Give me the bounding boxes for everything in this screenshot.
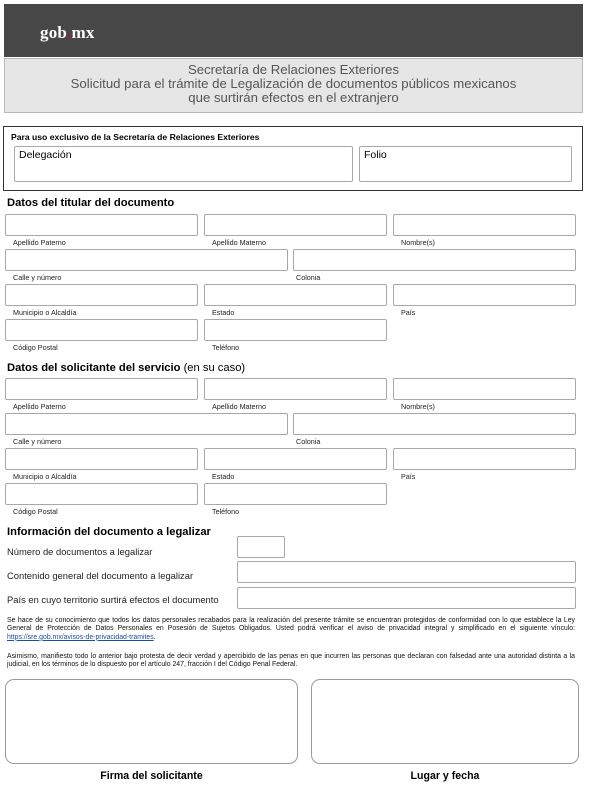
numero-documentos-label: Número de documentos a legalizar: [7, 546, 153, 557]
titular-colonia-label: Colonia: [296, 273, 321, 282]
solicitante-pais-label: País: [401, 472, 416, 481]
form-title-box: [4, 58, 583, 113]
titular-section-title: Datos del titular del documento: [7, 197, 175, 209]
title-line-3: que surtirán efectos en el extranjero: [188, 90, 399, 105]
titular-estado-input[interactable]: [204, 284, 387, 306]
solicitante-telefono-input[interactable]: [204, 483, 387, 505]
protest-notice: Asimismo, manifiesto todo lo anterior bajo protesta de decir verdad y apercibido de las penas en que incurren las personas que declaran con falsedad ante una autoridad distinta a la judicial, en los términos de lo dispuesto por el artículo 247, fracción I del Código Penal Federal.: [7, 653, 575, 669]
pais-efectos-input[interactable]: [237, 587, 576, 609]
solicitante-estado-input[interactable]: [204, 448, 387, 470]
contenido-documento-label: Contenido general del documento a legalizar: [7, 570, 194, 581]
folio-label: Folio: [364, 149, 387, 161]
solicitante-section-title: Datos del solicitante del servicio (en su caso): [7, 362, 246, 374]
titular-calle-input[interactable]: [5, 249, 288, 271]
titular-municipio-input[interactable]: [5, 284, 198, 306]
solicitante-apellido-materno-input[interactable]: [204, 378, 387, 400]
titular-colonia-input[interactable]: [293, 249, 576, 271]
titular-apellido-paterno-label: Apellido Paterno: [13, 238, 66, 247]
solicitante-apellido-paterno-label: Apellido Paterno: [13, 402, 66, 411]
titular-codigo-postal-input[interactable]: [5, 319, 198, 341]
titular-nombres-label: Nombre(s): [401, 238, 435, 247]
office-use-label: Para uso exclusivo de la Secretaría de Relaciones Exteriores: [11, 132, 260, 142]
documento-section-title: Información del documento a legalizar: [7, 526, 211, 538]
titular-municipio-label: Municipio o Alcaldía: [13, 308, 77, 317]
titular-codigo-postal-label: Código Postal: [13, 343, 58, 352]
solicitante-apellido-materno-label: Apellido Materno: [212, 402, 266, 411]
pais-efectos-label: País en cuyo territorio surtirá efectos el documento: [7, 594, 219, 605]
lugar-fecha-label: Lugar y fecha: [410, 770, 480, 782]
solicitante-codigo-postal-label: Código Postal: [13, 507, 58, 516]
titular-telefono-input[interactable]: [204, 319, 387, 341]
titular-pais-input[interactable]: [393, 284, 576, 306]
firma-label: Firma del solicitante: [100, 770, 203, 782]
solicitante-apellido-paterno-input[interactable]: [5, 378, 198, 400]
lugar-fecha-box[interactable]: [311, 679, 579, 764]
privacy-link[interactable]: https://sre.gob.mx/avisos-de-privacidad-tramites: [7, 633, 154, 641]
gobmx-logo: gob.mx: [40, 23, 95, 42]
titular-apellido-materno-input[interactable]: [204, 214, 387, 236]
contenido-documento-input[interactable]: [237, 561, 576, 583]
solicitante-calle-label: Calle y número: [13, 437, 62, 446]
titular-calle-label: Calle y número: [13, 273, 62, 282]
firma-box[interactable]: [5, 679, 298, 764]
solicitante-estado-label: Estado: [212, 472, 235, 481]
solicitante-pais-input[interactable]: [393, 448, 576, 470]
solicitante-municipio-label: Municipio o Alcaldía: [13, 472, 77, 481]
title-line-1: Secretaría de Relaciones Exteriores: [187, 62, 400, 77]
solicitante-codigo-postal-input[interactable]: [5, 483, 198, 505]
solicitante-municipio-input[interactable]: [5, 448, 198, 470]
solicitante-colonia-input[interactable]: [293, 413, 576, 435]
titular-estado-label: Estado: [212, 308, 235, 317]
solicitante-telefono-label: Teléfono: [212, 507, 240, 516]
titular-apellido-paterno-input[interactable]: [5, 214, 198, 236]
titular-apellido-materno-label: Apellido Materno: [212, 238, 266, 247]
privacy-notice: Se hace de su conocimiento que todos los datos personales recabados para la realización del presente trámite se encuentran protegidos de conformidad con lo que establece la Ley General de Protección de Datos Personales en Posesión de Sujetos Obligados. Usted podrá verificar el aviso de privacidad integral y simplificado en el siguiente vínculo: https://sre.gob.mx/avisos-de-privacidad-tramites.: [7, 617, 575, 641]
solicitante-calle-input[interactable]: [5, 413, 288, 435]
delegacion-field[interactable]: [14, 146, 353, 182]
titular-telefono-label: Teléfono: [212, 343, 240, 352]
solicitante-colonia-label: Colonia: [296, 437, 321, 446]
delegacion-label: Delegación: [19, 149, 72, 161]
titular-nombres-input[interactable]: [393, 214, 576, 236]
folio-field[interactable]: [359, 146, 572, 182]
solicitante-nombres-label: Nombre(s): [401, 402, 435, 411]
title-line-2: Solicitud para el trámite de Legalización de documentos públicos mexicanos: [70, 76, 517, 91]
solicitante-nombres-input[interactable]: [393, 378, 576, 400]
numero-documentos-input[interactable]: [237, 536, 285, 558]
titular-pais-label: País: [401, 308, 416, 317]
